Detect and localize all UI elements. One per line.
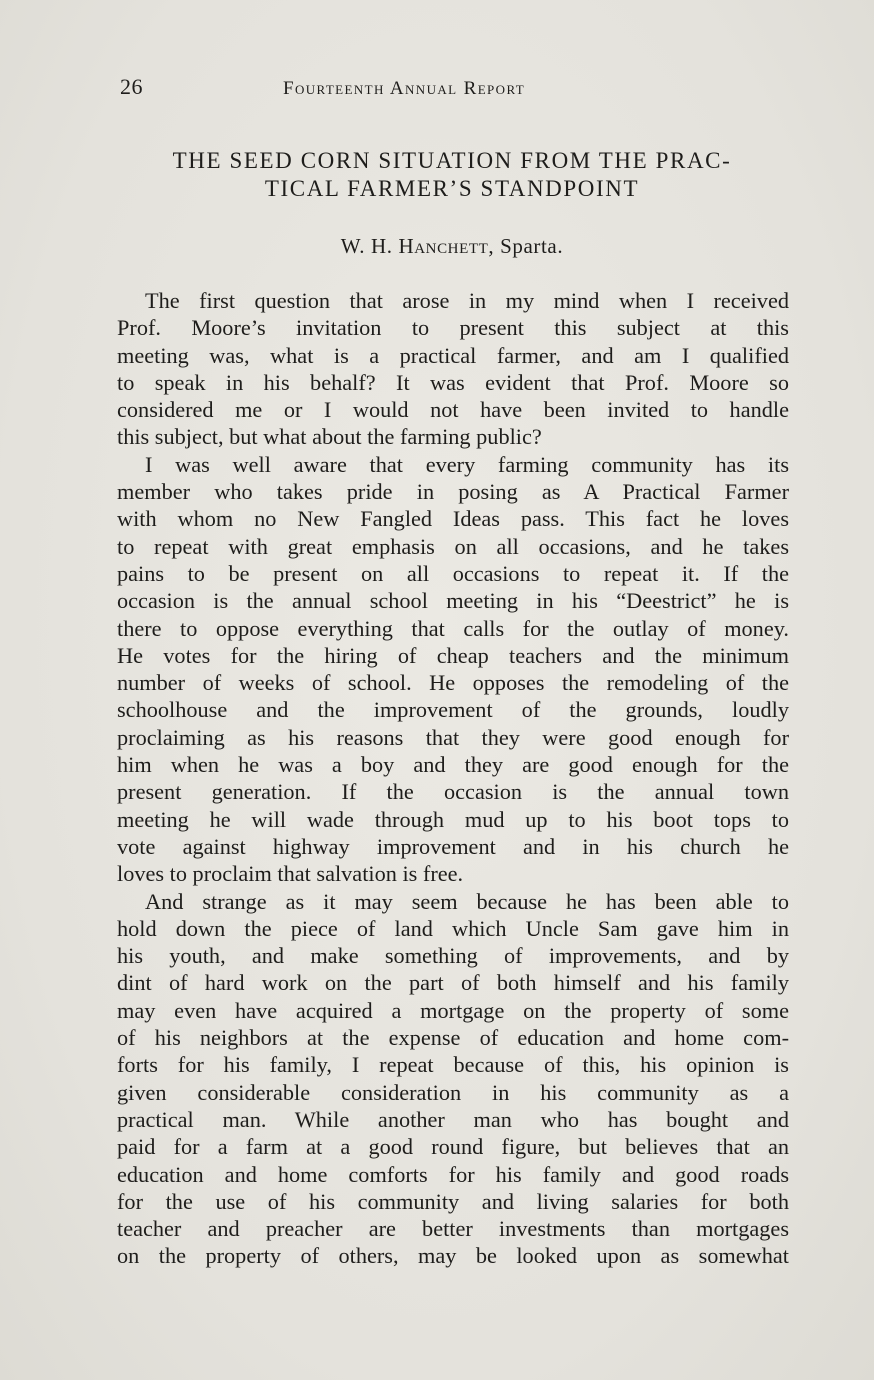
title-line-1: THE SEED CORN SITUATION FROM THE PRAC- <box>172 148 732 173</box>
text-line: practical man. While another man who has bought and <box>117 1106 789 1132</box>
paragraph <box>117 287 789 451</box>
text-line: considered me or I would not have been invited to handle <box>117 397 789 423</box>
text-line: And strange as it may seem because he has been able to <box>145 888 789 914</box>
text-line: present generation. If the occasion is the annual town <box>117 779 789 805</box>
text-line: of his neighbors at the expense of education and home com- <box>117 1025 789 1051</box>
running-head: Fourteenth Annual Report <box>283 78 526 99</box>
text-line: for the use of his community and living salaries for both <box>117 1188 789 1214</box>
text-line: proclaiming as his reasons that they were good enough for <box>117 724 789 750</box>
page-header <box>120 74 780 110</box>
author-name: W. H. Hanchett <box>340 234 489 258</box>
article-body <box>117 287 789 1270</box>
text-line: on the property of others, may be looked upon as somewhat <box>117 1243 789 1269</box>
article-title <box>112 147 792 203</box>
text-line: I was well aware that every farming community has its <box>145 451 789 477</box>
text-line: may even have acquired a mortgage on the property of some <box>117 997 789 1023</box>
text-line: number of weeks of school. He opposes the remodeling of the <box>117 670 789 696</box>
text-line: education and home comforts for his family and good roads <box>117 1161 789 1187</box>
text-line: given considerable consideration in his community as a <box>117 1079 789 1105</box>
text-line: with whom no New Fangled Ideas pass. This fact he loves <box>117 506 789 532</box>
title-line-2: TICAL FARMER’S STANDPOINT <box>264 176 640 201</box>
text-line: meeting was, what is a practical farmer, and am I qualified <box>117 342 789 368</box>
text-line: occasion is the annual school meeting in his “Deestrict” he is <box>117 588 789 614</box>
text-line: The first question that arose in my mind when I received <box>145 288 789 313</box>
text-line: teacher and preacher are better investments than mortgages <box>117 1216 789 1242</box>
text-line: loves to proclaim that salvation is free. <box>117 861 464 887</box>
paragraph <box>117 888 789 1270</box>
text-line: to repeat with great emphasis on all occasions, and he takes <box>117 533 789 559</box>
text-line: hold down the piece of land which Uncle Sam gave him in <box>117 915 789 941</box>
text-line: to speak in his behalf? It was evident that Prof. Moore so <box>117 369 789 395</box>
text-line: pains to be present on all occasions to repeat it. If the <box>117 560 789 586</box>
article-byline <box>112 234 792 259</box>
text-line: Prof. Moore’s invitation to present this subject at this <box>117 315 789 341</box>
page-number: 26 <box>120 74 143 99</box>
text-line: member who takes pride in posing as A Practical Farmer <box>117 479 789 505</box>
text-line: this subject, but what about the farming public? <box>117 424 542 450</box>
text-line: there to oppose everything that calls for the outlay of money. <box>117 615 789 641</box>
text-line: forts for his family, I repeat because of this, his opinion is <box>117 1052 789 1078</box>
text-line: meeting he will wade through mud up to his boot tops to <box>117 806 789 832</box>
text-line: his youth, and make something of improvements, and by <box>117 943 789 969</box>
text-line: paid for a farm at a good round figure, but believes that an <box>117 1134 789 1160</box>
text-line: vote against highway improvement and in his church he <box>117 833 789 859</box>
text-line: dint of hard work on the part of both himself and his family <box>117 970 789 996</box>
text-line: schoolhouse and the improvement of the grounds, loudly <box>117 697 789 723</box>
text-line: He votes for the hiring of cheap teachers and the minimum <box>117 642 789 668</box>
paragraph <box>117 451 789 888</box>
text-line: him when he was a boy and they are good enough for the <box>117 752 789 778</box>
author-location: , Sparta. <box>488 234 564 258</box>
